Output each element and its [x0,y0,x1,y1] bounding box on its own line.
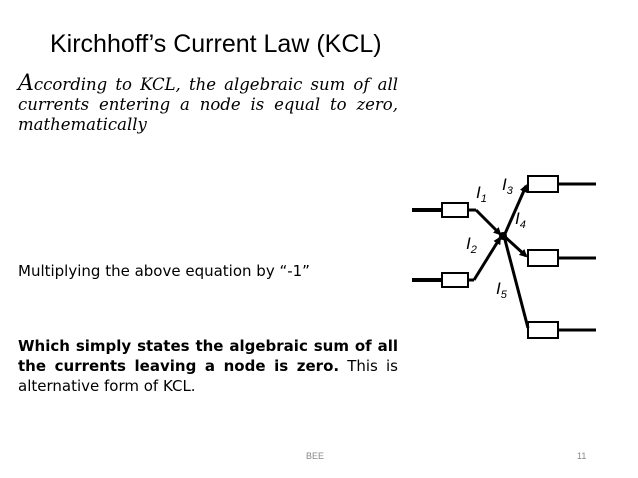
slide-title: Kirchhoff’s Current Law (KCL) [50,30,382,58]
drop-letter: A [18,71,34,96]
element-box-i3 [528,176,558,192]
branch-i2 [474,238,500,280]
statement-bold: Which simply states the algebraic sum of all the currents leaving a node is zero. [18,337,398,375]
label-i3: $I_3$ [502,175,513,197]
element-box-i2 [442,273,468,287]
label-i4: $I_4$ [515,209,526,231]
kcl-alternative-statement [18,336,398,396]
element-box-i5 [528,322,558,338]
footer-course: BEE [306,451,325,461]
label-i1: $I_1$ [476,183,487,205]
element-box-i1 [442,203,468,217]
branch-i5 [504,236,528,328]
label-i2: $I_2$ [466,234,477,256]
kcl-node-diagram [404,172,614,352]
branch-i1 [476,210,500,234]
multiply-note: Multiplying the above equation by “-1” [18,262,310,280]
label-i5: $I_5$ [496,279,507,301]
statement-rest: This is alternative form of KCL. [18,357,398,395]
footer-page-number: 11 [577,451,587,461]
kcl-definition-text: ccording to KCL, the algebraic sum of all currents entering a node is equal to zero, mathematically [18,75,398,134]
kcl-definition [18,71,398,135]
node-junction [499,232,507,240]
element-box-i4 [528,250,558,266]
